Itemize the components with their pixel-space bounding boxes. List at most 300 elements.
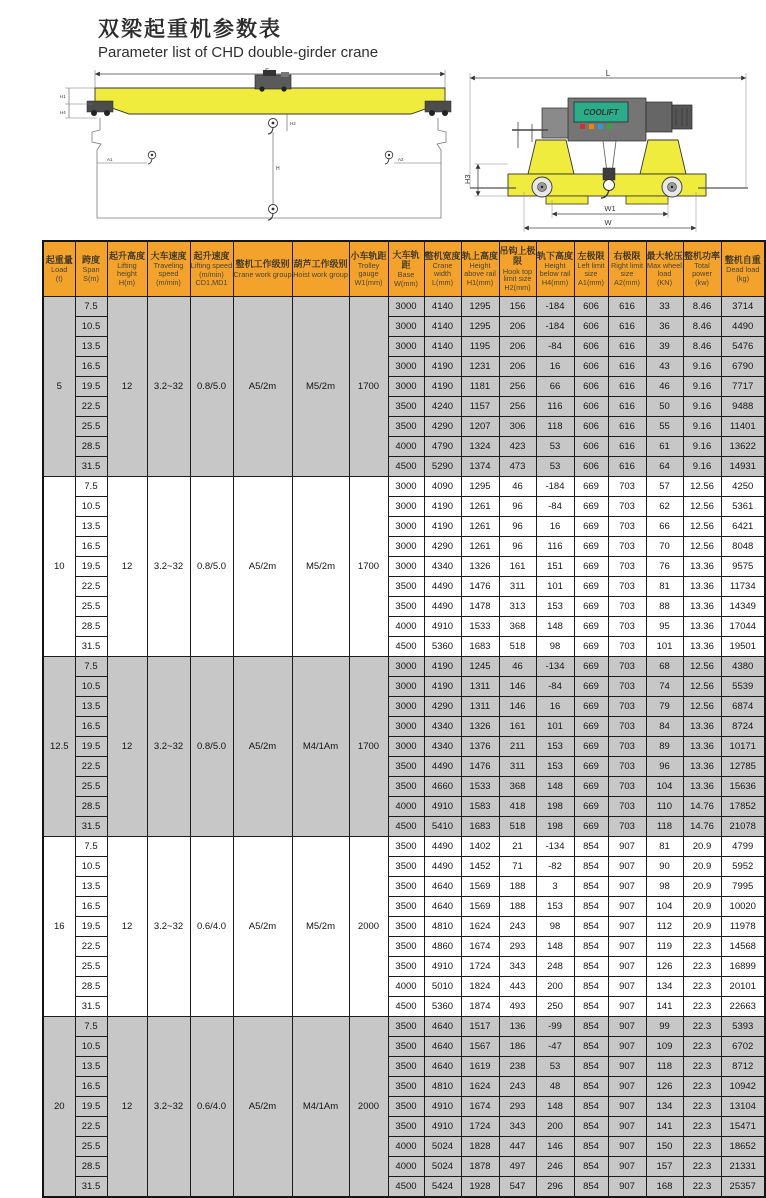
total-power-cell: 22.3 [683,1117,721,1137]
span-cell: 16.5 [75,717,107,737]
hook-upper [268,119,278,135]
height-above-rail-cell: 1674 [461,1097,499,1117]
height-above-rail-cell: 1476 [461,757,499,777]
base-w-cell: 3500 [388,397,424,417]
span-cell: 10.5 [75,857,107,877]
left-limit-cell: 854 [574,1037,608,1057]
dead-load-cell: 5393 [721,1017,765,1037]
base-w-cell: 4500 [388,457,424,477]
max-wheel-load-cell: 118 [646,817,683,837]
right-limit-cell: 703 [608,537,646,557]
hook-top-limit-cell: 206 [499,357,536,377]
max-wheel-load-cell: 126 [646,1077,683,1097]
height-above-rail-cell: 1245 [461,657,499,677]
height-below-rail-cell: -134 [536,657,574,677]
crane-width-cell: 4140 [424,317,461,337]
hook-top-limit-cell: 256 [499,377,536,397]
max-wheel-load-cell: 168 [646,1177,683,1198]
height-above-rail-cell: 1619 [461,1057,499,1077]
hook-top-limit-cell: 518 [499,637,536,657]
total-power-cell: 22.3 [683,977,721,997]
max-wheel-load-cell: 84 [646,717,683,737]
span-cell: 16.5 [75,537,107,557]
left-limit-cell: 669 [574,737,608,757]
left-limit-cell: 854 [574,1137,608,1157]
base-w-cell: 3500 [388,877,424,897]
span-cell: 25.5 [75,1137,107,1157]
col-header-en: Load [51,265,68,275]
max-wheel-load-cell: 57 [646,477,683,497]
max-wheel-load-cell: 134 [646,1097,683,1117]
left-limit-cell: 669 [574,537,608,557]
height-below-rail-cell: 16 [536,697,574,717]
span-cell: 10.5 [75,497,107,517]
hook-top-limit-cell: 46 [499,477,536,497]
col-header-en: Lifting height [117,261,137,279]
crane-width-cell: 4340 [424,717,461,737]
crane-width-cell: 4290 [424,417,461,437]
span-cell: 31.5 [75,997,107,1017]
right-limit-cell: 703 [608,517,646,537]
hook-top-limit-cell: 96 [499,517,536,537]
wheel-right [662,177,682,197]
max-wheel-load-cell: 46 [646,377,683,397]
left-limit-cell: 854 [574,937,608,957]
dead-load-cell: 11734 [721,577,765,597]
base-w-cell: 4500 [388,997,424,1017]
crane-width-cell: 4290 [424,537,461,557]
hook-top-limit-cell: 518 [499,817,536,837]
col-header-unit: (t) [55,274,63,284]
traveling-speed-cell: 3.2~32 [147,1017,190,1198]
crane-work-group-cell: A5/2m [233,1017,292,1198]
right-limit-cell: 703 [608,697,646,717]
col-header-unit: H(m) [118,278,136,288]
span-cell: 22.5 [75,577,107,597]
span-cell: 7.5 [75,1017,107,1037]
height-above-rail-cell: 1452 [461,857,499,877]
crane-width-cell: 4340 [424,737,461,757]
right-limit-cell: 703 [608,577,646,597]
lifting-height-cell: 12 [107,297,147,477]
crane-width-cell: 5410 [424,817,461,837]
load-cell: 20 [43,1017,75,1198]
dead-load-cell: 3714 [721,297,765,317]
dead-load-cell: 11401 [721,417,765,437]
height-above-rail-cell: 1533 [461,777,499,797]
height-above-rail-cell: 1683 [461,817,499,837]
hook-top-limit-cell: 186 [499,1037,536,1057]
right-limit-cell: 703 [608,777,646,797]
total-power-cell: 22.3 [683,1097,721,1117]
right-limit-cell: 907 [608,1117,646,1137]
height-above-rail-cell: 1207 [461,417,499,437]
lifting-speed-cell: 0.8/5.0 [190,297,233,477]
height-below-rail-cell: 146 [536,1137,574,1157]
total-power-cell: 13.36 [683,717,721,737]
height-below-rail-cell: 53 [536,1057,574,1077]
span-cell: 31.5 [75,637,107,657]
dead-load-cell: 17852 [721,797,765,817]
base-w-cell: 4000 [388,797,424,817]
span-cell: 28.5 [75,977,107,997]
table-row [43,837,765,857]
span-cell: 28.5 [75,797,107,817]
max-wheel-load-cell: 109 [646,1037,683,1057]
total-power-cell: 8.46 [683,297,721,317]
col-header-unit: A1(mm) [578,278,604,288]
hook-top-limit-cell: 443 [499,977,536,997]
span-cell: 19.5 [75,737,107,757]
span-cell: 13.5 [75,337,107,357]
girder-section-right [640,140,686,174]
height-below-rail-cell: 16 [536,357,574,377]
hook-top-limit-cell: 96 [499,537,536,557]
crane-front-view-drawing [55,68,453,236]
height-below-rail-cell: -84 [536,677,574,697]
dead-load-cell: 12785 [721,757,765,777]
crane-width-cell: 4490 [424,757,461,777]
dead-load-cell: 14349 [721,597,765,617]
base-w-cell: 3000 [388,477,424,497]
lifting-height-cell: 12 [107,837,147,1017]
height-below-rail-cell: -84 [536,337,574,357]
span-cell: 7.5 [75,837,107,857]
height-above-rail-cell: 1724 [461,1117,499,1137]
dead-load-cell: 7995 [721,877,765,897]
height-below-rail-cell: -184 [536,317,574,337]
max-wheel-load-cell: 50 [646,397,683,417]
col-header-en: Dead load [726,265,760,275]
right-limit-cell: 907 [608,977,646,997]
hoist-work-group-cell: M5/2m [292,297,349,477]
col-header-unit: (kw) [695,278,709,288]
span-cell: 31.5 [75,457,107,477]
right-limit-cell: 703 [608,737,646,757]
crane-width-cell: 4490 [424,577,461,597]
hook-top-limit-cell: 368 [499,617,536,637]
col-header-en: Crane width [432,261,453,279]
span-cell: 22.5 [75,937,107,957]
right-limit-cell: 703 [608,757,646,777]
total-power-cell: 13.36 [683,557,721,577]
col-header-zh: 整机功率 [683,251,720,262]
w-label: W [604,218,612,227]
height-below-rail-cell: -134 [536,837,574,857]
lifting-speed-cell: 0.6/4.0 [190,837,233,1017]
total-power-cell: 13.36 [683,617,721,637]
left-limit-cell: 606 [574,317,608,337]
left-limit-cell: 606 [574,297,608,317]
lifting-height-cell: 12 [107,1017,147,1198]
max-wheel-load-cell: 141 [646,997,683,1017]
table-row [43,657,765,677]
height-above-rail-cell: 1261 [461,517,499,537]
col-header-en: Height above rail [464,261,496,279]
girder-section-left [528,140,574,174]
base-w-cell: 3500 [388,757,424,777]
span-cell: 31.5 [75,1177,107,1198]
max-wheel-load-cell: 76 [646,557,683,577]
dead-load-cell: 5952 [721,857,765,877]
total-power-cell: 9.16 [683,457,721,477]
right-limit-cell: 907 [608,1057,646,1077]
span-cell: 19.5 [75,557,107,577]
max-wheel-load-cell: 81 [646,837,683,857]
span-cell: 22.5 [75,1117,107,1137]
col-header-16 [683,241,721,297]
hoist-trolley-top [255,70,291,92]
height-below-rail-cell: 3 [536,877,574,897]
span-cell: 25.5 [75,777,107,797]
left-limit-cell: 669 [574,717,608,737]
right-limit-cell: 907 [608,1037,646,1057]
max-wheel-load-cell: 119 [646,937,683,957]
hook-top-limit-cell: 423 [499,437,536,457]
hook-top-limit-cell: 146 [499,677,536,697]
height-above-rail-cell: 1324 [461,437,499,457]
right-limit-cell: 703 [608,617,646,637]
left-limit-cell: 854 [574,1157,608,1177]
technical-drawings [55,68,761,236]
dead-load-cell: 15471 [721,1117,765,1137]
hook-top-limit-cell: 473 [499,457,536,477]
dead-load-cell: 7717 [721,377,765,397]
h4-label: H4 [60,110,66,115]
dead-load-cell: 19501 [721,637,765,657]
hook-top-limit-cell: 161 [499,717,536,737]
crane-width-cell: 4640 [424,1017,461,1037]
right-limit-cell: 703 [608,597,646,617]
col-header-zh: 跨度 [81,254,100,265]
crane-width-cell: 4490 [424,857,461,877]
height-above-rail-cell: 1376 [461,737,499,757]
height-above-rail-cell: 1533 [461,617,499,637]
lifting-height-cell: 12 [107,477,147,657]
max-wheel-load-cell: 104 [646,777,683,797]
crane-width-cell: 4790 [424,437,461,457]
hoist-work-group-cell: M4/1Am [292,1017,349,1198]
col-header-en: Traveling speed [153,261,184,279]
col-header-4 [190,241,233,297]
hook-top-limit-cell: 547 [499,1177,536,1198]
height-below-rail-cell: 296 [536,1177,574,1198]
max-wheel-load-cell: 157 [646,1157,683,1177]
right-limit-cell: 616 [608,437,646,457]
base-w-cell: 4000 [388,617,424,637]
base-w-cell: 3500 [388,917,424,937]
total-power-cell: 22.3 [683,1017,721,1037]
height-below-rail-cell: 116 [536,537,574,557]
col-header-zh: 起升速度 [193,251,230,262]
span-cell: 31.5 [75,817,107,837]
end-truck-right [425,101,451,116]
crane-width-cell: 4640 [424,897,461,917]
span-cell: 25.5 [75,597,107,617]
load-cell: 5 [43,297,75,477]
dead-load-cell: 9575 [721,557,765,577]
total-power-cell: 22.3 [683,1037,721,1057]
max-wheel-load-cell: 96 [646,757,683,777]
dead-load-cell: 10171 [721,737,765,757]
hook-top-limit-cell: 206 [499,337,536,357]
header-row [43,241,765,297]
total-power-cell: 22.3 [683,1177,721,1198]
left-limit-cell: 854 [574,877,608,897]
col-header-11 [499,241,536,297]
col-header-unit: H1(mm) [466,278,494,288]
dead-load-cell: 14931 [721,457,765,477]
base-w-cell: 3000 [388,497,424,517]
base-w-cell: 3500 [388,777,424,797]
right-limit-cell: 907 [608,837,646,857]
col-header-en: Base [397,270,415,280]
total-power-cell: 8.46 [683,317,721,337]
right-limit-cell: 907 [608,897,646,917]
right-limit-cell: 616 [608,377,646,397]
traveling-speed-cell: 3.2~32 [147,657,190,837]
max-wheel-load-cell: 74 [646,677,683,697]
left-limit-cell: 606 [574,337,608,357]
right-limit-cell: 907 [608,877,646,897]
height-below-rail-cell: 151 [536,557,574,577]
left-limit-cell: 669 [574,637,608,657]
col-header-zh: 吊钩上极限 [499,245,536,267]
height-below-rail-cell: 200 [536,1117,574,1137]
col-header-2 [107,241,147,297]
hook-top-limit-cell: 146 [499,697,536,717]
left-limit-cell: 669 [574,617,608,637]
height-below-rail-cell: -184 [536,477,574,497]
left-limit-cell: 669 [574,777,608,797]
crane-width-cell: 4810 [424,917,461,937]
span-cell: 19.5 [75,917,107,937]
traveling-speed-cell: 3.2~32 [147,837,190,1017]
col-header-zh: 右极限 [613,251,641,262]
span-cell: 25.5 [75,417,107,437]
col-header-zh: 整机宽度 [424,251,461,262]
table-row [43,297,765,317]
total-power-cell: 12.56 [683,537,721,557]
traveling-speed-cell: 3.2~32 [147,297,190,477]
parameter-table-wrap [42,240,764,1198]
left-limit-cell: 669 [574,557,608,577]
height-above-rail-cell: 1311 [461,677,499,697]
col-header-3 [147,241,190,297]
total-power-cell: 9.16 [683,437,721,457]
height-above-rail-cell: 1231 [461,357,499,377]
hook-top-limit-cell: 46 [499,657,536,677]
height-above-rail-cell: 1517 [461,1017,499,1037]
height-above-rail-cell: 1261 [461,497,499,517]
col-header-zh: 轨上高度 [461,251,498,262]
base-w-cell: 3500 [388,597,424,617]
col-header-zh: 小车轨距 [350,251,387,262]
height-below-rail-cell: -82 [536,857,574,877]
col-header-unit: (kg) [736,274,750,284]
dead-load-cell: 6790 [721,357,765,377]
table-row [43,477,765,497]
height-above-rail-cell: 1295 [461,297,499,317]
height-below-rail-cell: 101 [536,577,574,597]
span-cell: 28.5 [75,617,107,637]
dead-load-cell: 4799 [721,837,765,857]
max-wheel-load-cell: 81 [646,577,683,597]
left-limit-cell: 669 [574,657,608,677]
dead-load-cell: 14568 [721,937,765,957]
max-wheel-load-cell: 88 [646,597,683,617]
col-header-13 [574,241,608,297]
height-below-rail-cell: 98 [536,917,574,937]
total-power-cell: 13.36 [683,637,721,657]
base-w-cell: 3000 [388,517,424,537]
base-w-cell: 3000 [388,677,424,697]
total-power-cell: 9.16 [683,397,721,417]
hook-top-limit-cell: 161 [499,557,536,577]
base-w-cell: 3500 [388,1117,424,1137]
base-w-cell: 4000 [388,437,424,457]
left-limit-cell: 854 [574,917,608,937]
hook-top-limit-cell: 206 [499,317,536,337]
total-power-cell: 22.3 [683,1137,721,1157]
crane-width-cell: 4190 [424,517,461,537]
col-header-unit: S(m) [83,274,99,284]
total-power-cell: 22.3 [683,1157,721,1177]
hoist-work-group-cell: M4/1Am [292,657,349,837]
trolley-gauge-cell: 1700 [349,657,388,837]
hoist-work-group-cell: M5/2m [292,477,349,657]
total-power-cell: 12.56 [683,517,721,537]
hook-top-limit-cell: 156 [499,297,536,317]
col-header-zh: 整机自重 [724,254,761,265]
height-above-rail-cell: 1824 [461,977,499,997]
crane-width-cell: 5010 [424,977,461,997]
col-header-zh: 起重量 [45,254,73,265]
span-cell: 16.5 [75,1077,107,1097]
height-above-rail-cell: 1583 [461,797,499,817]
right-limit-cell: 907 [608,1137,646,1157]
max-wheel-load-cell: 118 [646,1057,683,1077]
hook-top-limit-cell: 211 [499,737,536,757]
total-power-cell: 20.9 [683,857,721,877]
total-power-cell: 12.56 [683,497,721,517]
span-cell: 22.5 [75,757,107,777]
col-header-zh: 轨下高度 [536,251,573,262]
height-above-rail-cell: 1878 [461,1157,499,1177]
span-cell: 19.5 [75,1097,107,1117]
crane-width-cell: 5024 [424,1137,461,1157]
max-wheel-load-cell: 134 [646,977,683,997]
load-cell: 10 [43,477,75,657]
height-below-rail-cell: 153 [536,757,574,777]
max-wheel-load-cell: 126 [646,957,683,977]
dead-load-cell: 8712 [721,1057,765,1077]
dead-load-cell: 6421 [721,517,765,537]
left-limit-cell: 854 [574,1057,608,1077]
left-limit-cell: 854 [574,997,608,1017]
crane-width-cell: 4190 [424,357,461,377]
height-above-rail-cell: 1874 [461,997,499,1017]
hook-top-limit-cell: 368 [499,777,536,797]
max-wheel-load-cell: 61 [646,437,683,457]
height-above-rail-cell: 1326 [461,717,499,737]
l-label: L [605,69,611,78]
dead-load-cell: 4250 [721,477,765,497]
height-below-rail-cell: 200 [536,977,574,997]
hook-top-limit-cell: 21 [499,837,536,857]
col-header-en: Hoist work group [293,269,348,279]
crane-width-cell: 4910 [424,617,461,637]
